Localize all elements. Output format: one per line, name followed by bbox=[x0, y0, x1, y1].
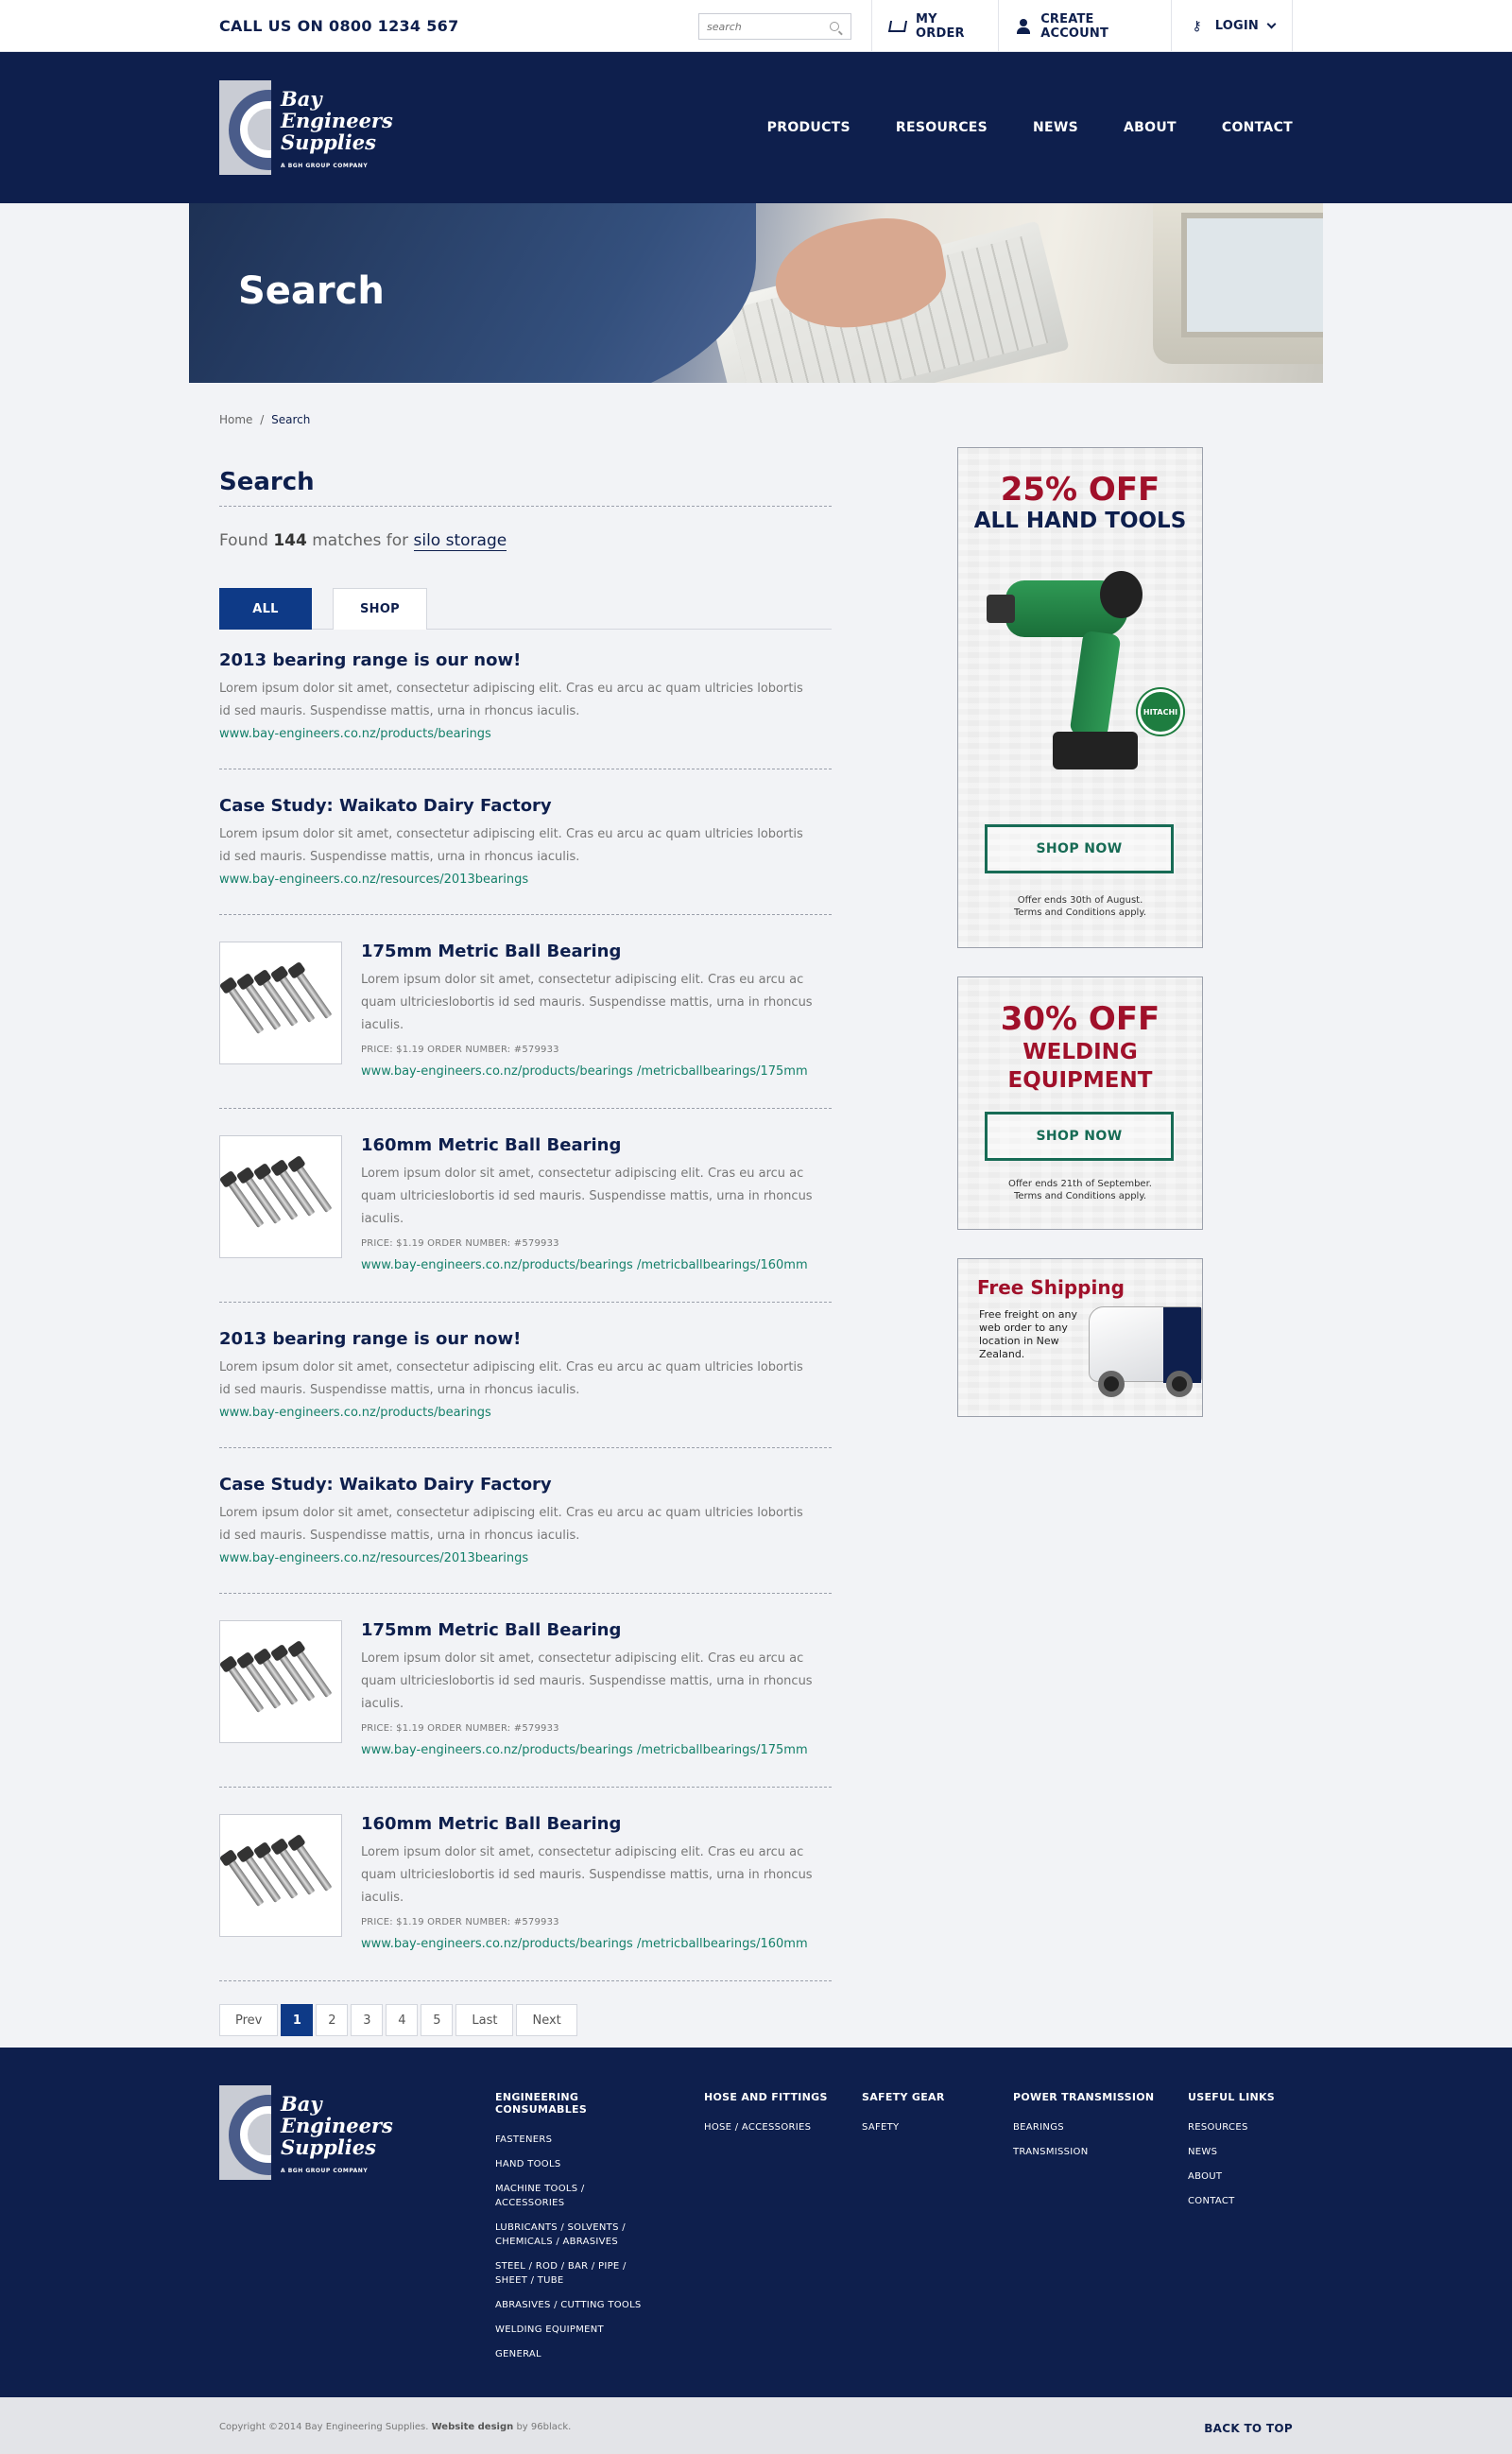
promo-headline: Free Shipping bbox=[977, 1276, 1125, 1299]
footer-heading: SAFETY GEAR bbox=[862, 2091, 945, 2103]
footer-link[interactable]: TRANSMISSION bbox=[1013, 2147, 1089, 2157]
login-dropdown[interactable] bbox=[1171, 0, 1293, 52]
footer-link[interactable]: NEWS bbox=[1188, 2147, 1218, 2157]
drill-image bbox=[987, 562, 1176, 779]
list-item bbox=[219, 1814, 832, 1981]
account-links bbox=[871, 0, 1293, 52]
pagination-page-3[interactable]: 3 bbox=[351, 2004, 383, 2036]
product-meta: PRICE: $1.19 ORDER NUMBER: #579933 bbox=[361, 1917, 559, 1927]
footer-link[interactable]: SAFETY bbox=[862, 2122, 900, 2133]
promo-sidebar bbox=[957, 447, 1203, 1445]
hitachi-badge: HITACHI bbox=[1138, 689, 1183, 734]
breadcrumb-home[interactable]: Home bbox=[219, 413, 253, 426]
pagination-page-4[interactable]: 4 bbox=[386, 2004, 418, 2036]
van-image bbox=[1079, 1297, 1202, 1410]
breadcrumb bbox=[219, 413, 310, 426]
product-meta: PRICE: $1.19 ORDER NUMBER: #579933 bbox=[361, 1723, 559, 1734]
footer-heading: HOSE AND FITTINGS bbox=[704, 2091, 828, 2103]
list-item bbox=[219, 942, 832, 1109]
tab-all[interactable]: ALL bbox=[219, 588, 312, 630]
product-meta: PRICE: $1.19 ORDER NUMBER: #579933 bbox=[361, 1238, 559, 1249]
result-snippet: Lorem ipsum dolor sit amet, consectetur adipiscing elit. Cras eu arcu ac quam ultricieslobortis id sed mauris. Suspendisse mattis, urna in rhoncus iaculis. bbox=[361, 1651, 813, 1711]
logo-wordmark: Bay Engineers Supplies A BGH GROUP COMPANY bbox=[281, 2092, 393, 2174]
footer-link[interactable]: WELDING EQUIPMENT bbox=[495, 2324, 604, 2335]
top-search-box[interactable] bbox=[698, 13, 851, 40]
site-logo[interactable] bbox=[219, 80, 393, 177]
main-content bbox=[219, 383, 1293, 2062]
result-title-link[interactable]: 2013 bearing range is our now! bbox=[219, 650, 522, 670]
search-input[interactable] bbox=[707, 21, 830, 33]
product-thumbnail[interactable] bbox=[219, 1814, 342, 1937]
product-thumbnail[interactable] bbox=[219, 1620, 342, 1743]
result-url-link[interactable]: www.bay-engineers.co.nz/products/bearings bbox=[219, 1406, 491, 1420]
results-list bbox=[219, 650, 832, 1981]
footer-col-power bbox=[1013, 2091, 1154, 2169]
pagination-page-5[interactable]: 5 bbox=[421, 2004, 453, 2036]
result-url-link[interactable]: www.bay-engineers.co.nz/products/bearings bbox=[219, 727, 491, 741]
footer-link[interactable]: MACHINE TOOLS / ACCESSORIES bbox=[495, 2184, 585, 2208]
design-credit-link[interactable]: Website design bbox=[431, 2422, 514, 2432]
logo-mark bbox=[219, 2085, 271, 2180]
product-thumbnail[interactable] bbox=[219, 1135, 342, 1258]
monitor-image bbox=[1153, 203, 1323, 364]
result-snippet: Lorem ipsum dolor sit amet, consectetur adipiscing elit. Cras eu arcu ac quam ultricieslobortis id sed mauris. Suspendisse mattis, urna in rhoncus iaculis. bbox=[361, 973, 813, 1032]
list-item bbox=[219, 1620, 832, 1788]
result-snippet: Lorem ipsum dolor sit amet, consectetur adipiscing elit. Cras eu arcu ac quam ultricieslobortis id sed mauris. Suspendisse mattis, urna in rhoncus iaculis. bbox=[361, 1845, 813, 1905]
result-title-link[interactable]: Case Study: Waikato Dairy Factory bbox=[219, 1475, 552, 1495]
list-item bbox=[219, 1329, 832, 1448]
promo-hand-tools[interactable] bbox=[957, 447, 1203, 948]
bottom-bar bbox=[0, 2397, 1512, 2454]
my-order-label: MY ORDER bbox=[916, 11, 965, 41]
footer-link[interactable]: ABRASIVES / CUTTING TOOLS bbox=[495, 2300, 642, 2310]
promo-text: Free freight on any web order to any location in New Zealand. bbox=[979, 1308, 1078, 1360]
footer-link[interactable]: BEARINGS bbox=[1013, 2122, 1064, 2133]
nav-products[interactable]: PRODUCTS bbox=[766, 120, 850, 135]
pagination-last[interactable]: Last bbox=[455, 2004, 513, 2036]
key-icon: ⚷ bbox=[1192, 18, 1202, 34]
result-snippet: Lorem ipsum dolor sit amet, consectetur adipiscing elit. Cras eu arcu ac quam ultricies lobortis id sed mauris. Suspendisse mattis, urna in rhoncus iaculis. bbox=[219, 827, 803, 864]
nav-resources[interactable]: RESOURCES bbox=[895, 120, 988, 135]
result-title-link[interactable]: 175mm Metric Ball Bearing bbox=[361, 942, 622, 961]
create-account-link[interactable] bbox=[998, 0, 1171, 52]
footer-heading: ENGINEERING CONSUMABLES bbox=[495, 2091, 588, 2116]
tab-shop[interactable]: SHOP bbox=[333, 588, 427, 630]
result-title-link[interactable]: 160mm Metric Ball Bearing bbox=[361, 1814, 622, 1834]
promo-free-shipping[interactable] bbox=[957, 1258, 1203, 1417]
footer-link[interactable]: HAND TOOLS bbox=[495, 2159, 561, 2169]
main-nav bbox=[722, 52, 1293, 203]
footer-link[interactable]: STEEL / ROD / BAR / PIPE / SHEET / TUBE bbox=[495, 2261, 627, 2286]
promo-subline: EQUIPMENT bbox=[1007, 1068, 1153, 1093]
footer-link[interactable]: ABOUT bbox=[1188, 2171, 1223, 2182]
nav-news[interactable]: NEWS bbox=[1033, 120, 1079, 135]
breadcrumb-current: Search bbox=[271, 413, 311, 426]
hero-banner bbox=[189, 203, 1323, 383]
my-order-link[interactable] bbox=[871, 0, 998, 52]
list-item bbox=[219, 1135, 832, 1303]
promo-headline: 25% OFF bbox=[1000, 471, 1160, 509]
back-to-top-link[interactable]: BACK TO TOP bbox=[1204, 2422, 1293, 2435]
pagination-page-2[interactable]: 2 bbox=[316, 2004, 348, 2036]
search-icon[interactable] bbox=[830, 22, 839, 31]
result-url-link[interactable]: www.bay-engineers.co.nz/resources/2013bearings bbox=[219, 1551, 529, 1565]
footer-heading: USEFUL LINKS bbox=[1188, 2091, 1276, 2103]
footer-logo[interactable] bbox=[219, 2085, 393, 2182]
result-snippet: Lorem ipsum dolor sit amet, consectetur adipiscing elit. Cras eu arcu ac quam ultricies lobortis id sed mauris. Suspendisse mattis, urna in rhoncus iaculis. bbox=[219, 1506, 803, 1543]
result-url-link[interactable]: www.bay-engineers.co.nz/products/bearings /metricballbearings/175mm bbox=[361, 1064, 808, 1079]
search-term-link[interactable]: silo storage bbox=[413, 531, 507, 550]
top-bar bbox=[0, 0, 1512, 52]
product-thumbnail[interactable] bbox=[219, 942, 342, 1064]
result-title-link[interactable]: 2013 bearing range is our now! bbox=[219, 1329, 522, 1349]
footer-link[interactable]: GENERAL bbox=[495, 2349, 541, 2359]
create-account-label: CREATE ACCOUNT bbox=[1040, 11, 1109, 41]
promo-subline: ALL HAND TOOLS bbox=[973, 509, 1187, 533]
cart-icon bbox=[889, 19, 906, 34]
phone-number: CALL US ON 0800 1234 567 bbox=[219, 17, 459, 35]
login-label: LOGIN bbox=[1214, 19, 1259, 33]
result-snippet: Lorem ipsum dolor sit amet, consectetur adipiscing elit. Cras eu arcu ac quam ultricieslobortis id sed mauris. Suspendisse mattis, urna in rhoncus iaculis. bbox=[361, 1167, 813, 1226]
nav-about[interactable]: ABOUT bbox=[1124, 120, 1177, 135]
hero-title: Search bbox=[238, 269, 385, 313]
result-title-link[interactable]: 160mm Metric Ball Bearing bbox=[361, 1135, 622, 1155]
result-url-link[interactable]: www.bay-engineers.co.nz/products/bearings /metricballbearings/175mm bbox=[361, 1743, 808, 1757]
search-results-column bbox=[219, 468, 832, 2036]
result-title-link[interactable]: 175mm Metric Ball Bearing bbox=[361, 1620, 622, 1640]
user-icon bbox=[1016, 19, 1031, 34]
promo-welding[interactable] bbox=[957, 976, 1203, 1230]
shop-now-button[interactable]: SHOP NOW bbox=[985, 1112, 1174, 1161]
list-item bbox=[219, 1475, 832, 1594]
result-url-link[interactable]: www.bay-engineers.co.nz/resources/2013bearings bbox=[219, 873, 529, 887]
page-title: Search bbox=[219, 468, 832, 507]
product-meta: PRICE: $1.19 ORDER NUMBER: #579933 bbox=[361, 1045, 559, 1055]
list-item bbox=[219, 796, 832, 915]
chevron-down-icon bbox=[1267, 19, 1277, 28]
result-title-link[interactable]: Case Study: Waikato Dairy Factory bbox=[219, 796, 552, 816]
footer-link[interactable]: HOSE / ACCESSORIES bbox=[704, 2122, 812, 2133]
results-count: 144 bbox=[273, 531, 307, 550]
shop-now-button[interactable]: SHOP NOW bbox=[985, 824, 1174, 873]
pagination-page-1[interactable]: 1 bbox=[281, 2004, 313, 2036]
result-tabs bbox=[219, 588, 832, 630]
promo-terms: Offer ends 30th of August. Terms and Conditions apply. bbox=[1014, 895, 1146, 918]
logo-mark bbox=[219, 80, 271, 175]
footer-heading: POWER TRANSMISSION bbox=[1013, 2091, 1155, 2103]
list-item bbox=[219, 650, 832, 769]
copyright: Copyright ©2014 Bay Engineering Supplies. Website design by 96black. bbox=[219, 2422, 572, 2432]
site-footer bbox=[0, 2048, 1512, 2397]
promo-subline: WELDING bbox=[1022, 1040, 1138, 1064]
promo-headline: 30% OFF bbox=[1000, 1000, 1160, 1038]
footer-col-hose bbox=[704, 2091, 828, 2145]
pagination bbox=[219, 2004, 832, 2036]
footer-link[interactable]: FASTENERS bbox=[495, 2134, 553, 2145]
results-summary: Found 144 matches for silo storage bbox=[219, 531, 507, 550]
pagination-prev[interactable]: Prev bbox=[219, 2004, 278, 2036]
footer-col-useful bbox=[1188, 2091, 1275, 2219]
footer-col-safety bbox=[862, 2091, 945, 2145]
footer-col-consumables bbox=[495, 2091, 665, 2372]
nav-contact[interactable]: CONTACT bbox=[1221, 120, 1293, 135]
logo-wordmark: Bay Engineers Supplies A BGH GROUP COMPANY bbox=[281, 87, 393, 169]
footer-link[interactable]: RESOURCES bbox=[1188, 2122, 1248, 2133]
result-snippet: Lorem ipsum dolor sit amet, consectetur adipiscing elit. Cras eu arcu ac quam ultricies lobortis id sed mauris. Suspendisse mattis, urna in rhoncus iaculis. bbox=[219, 1360, 803, 1397]
result-snippet: Lorem ipsum dolor sit amet, consectetur adipiscing elit. Cras eu arcu ac quam ultricies lobortis id sed mauris. Suspendisse mattis, urna in rhoncus iaculis. bbox=[219, 682, 803, 718]
footer-link[interactable]: CONTACT bbox=[1188, 2196, 1235, 2206]
pagination-next[interactable]: Next bbox=[516, 2004, 576, 2036]
result-url-link[interactable]: www.bay-engineers.co.nz/products/bearings /metricballbearings/160mm bbox=[361, 1937, 808, 1951]
result-url-link[interactable]: www.bay-engineers.co.nz/products/bearings /metricballbearings/160mm bbox=[361, 1258, 808, 1272]
footer-link[interactable]: LUBRICANTS / SOLVENTS / CHEMICALS / ABRASIVES bbox=[495, 2222, 626, 2247]
site-header bbox=[0, 52, 1512, 203]
promo-terms: Offer ends 21th of September. Terms and Conditions apply. bbox=[1008, 1179, 1152, 1201]
breadcrumb-separator: / bbox=[260, 413, 265, 426]
